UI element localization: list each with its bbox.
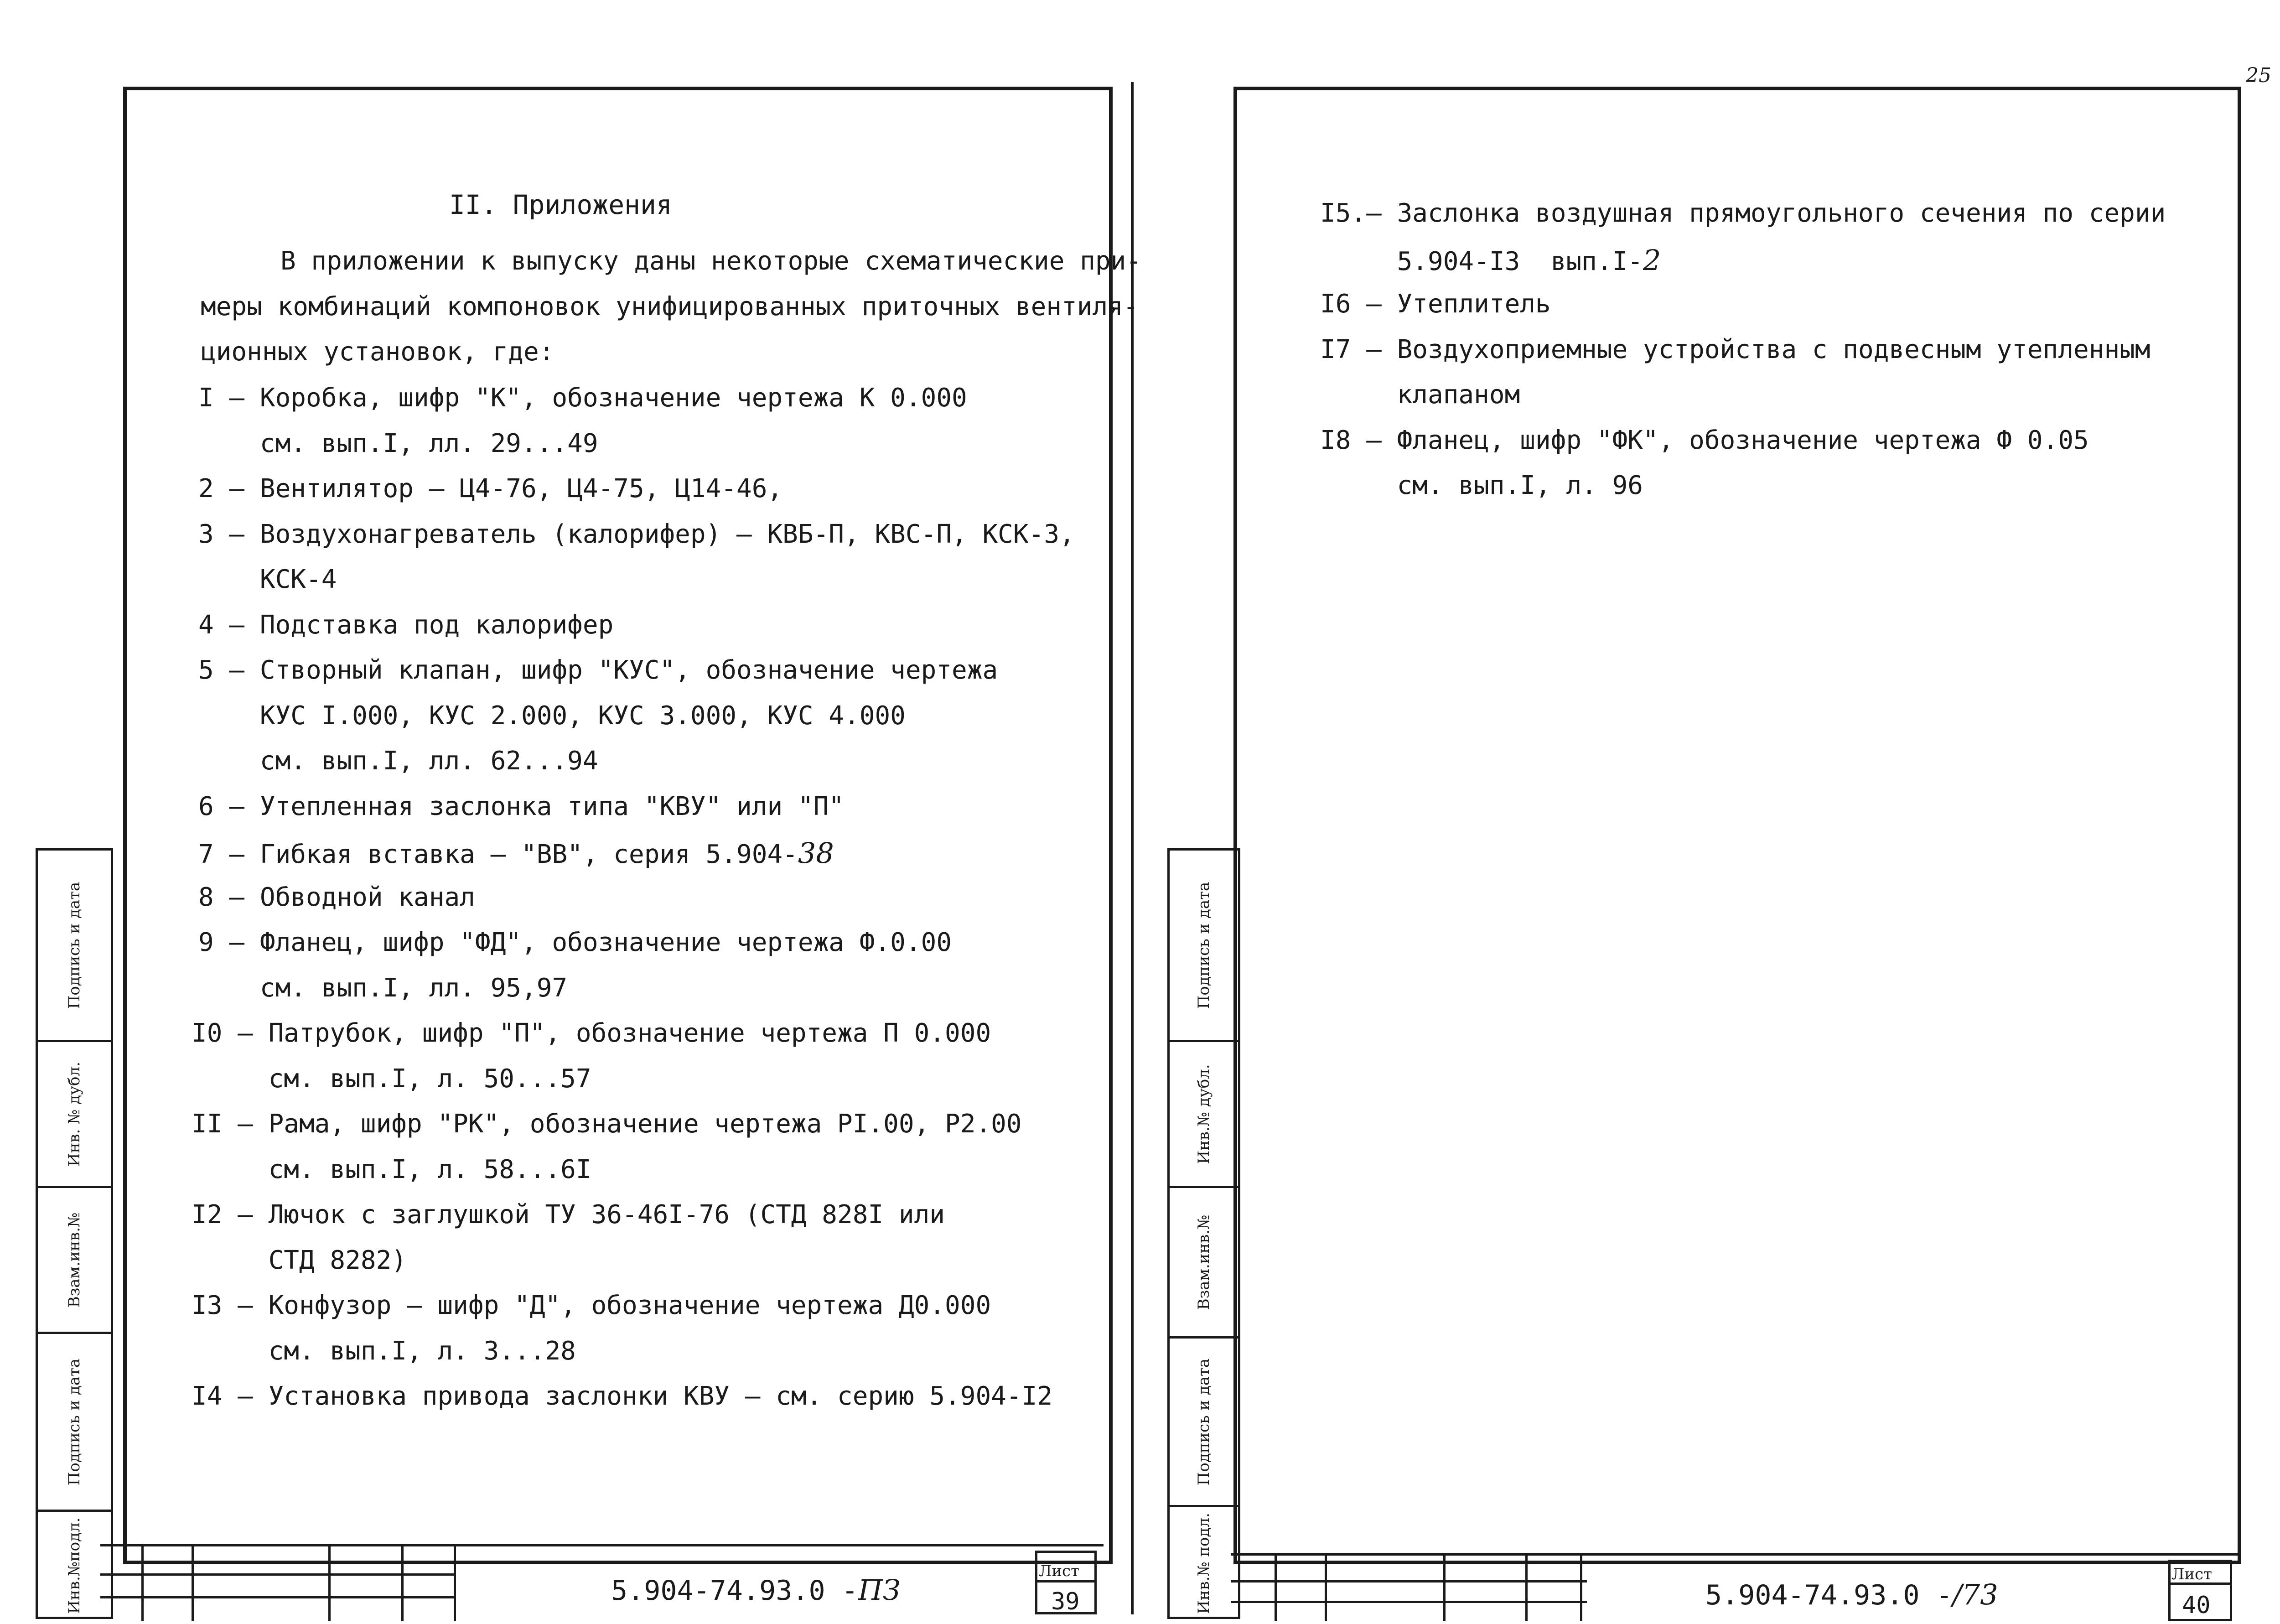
list-item-line: см. вып.I, лл. 62...94 xyxy=(198,746,598,776)
list-item-line: 5 – Створный клапан, шифр "КУС", обозначение чертежа xyxy=(198,655,998,685)
corner-page-number: 25 xyxy=(2246,64,2271,87)
stamp-cell xyxy=(1170,1507,1238,1619)
list-item-line: I6 – Утеплитель xyxy=(1320,289,1551,319)
stamp-label: Подпись и дата xyxy=(1195,882,1213,1009)
list-item-line: клапаном xyxy=(1320,380,1520,410)
list-item-line: см. вып.I, л. 3...28 xyxy=(192,1336,576,1366)
list-item-line: см. вып.I, лл. 95,97 xyxy=(198,973,568,1003)
stamp-cell xyxy=(38,1512,111,1619)
list-item-line: 9 – Фланец, шифр "ФД", обозначение чертежа Ф.0.00 xyxy=(198,928,952,957)
list-item-line xyxy=(1320,243,1661,277)
list-item-line: СТД 8282) xyxy=(192,1245,407,1275)
list-item-line: 8 – Обводной канал xyxy=(198,882,475,912)
stamp-label: Подпись и дата xyxy=(65,1358,83,1485)
handwritten-number: 38 xyxy=(798,836,834,870)
list-item-line: I4 – Установка привода заслонки КВУ – см. серию 5.904-I2 xyxy=(192,1381,1053,1411)
stamp-cell xyxy=(38,851,111,1042)
left-page-heading: II. Приложения xyxy=(449,189,672,220)
stamp-label: Инв. № дубл. xyxy=(65,1061,83,1167)
stamp-label: Подпись и дата xyxy=(1195,1358,1213,1485)
stamp-cell xyxy=(38,1188,111,1334)
right-margin-stamp xyxy=(1167,848,1240,1619)
list-item-line: КСК-4 xyxy=(198,565,337,594)
list-item-line: 3 – Воздухонагреватель (калорифер) – КВБ-П, КВС-П, КСК-3, xyxy=(198,519,1075,549)
intro-line: ционных установок, где: xyxy=(201,337,554,367)
list-item-line: см. вып.I, лл. 29...49 xyxy=(198,428,598,458)
stamp-cell xyxy=(1170,851,1238,1042)
right-sheet-label: Лист xyxy=(2171,1565,2212,1583)
list-item-line: II – Рама, шифр "РК", обозначение чертежа РI.00, Р2.00 xyxy=(192,1109,1022,1139)
stamp-cell xyxy=(1170,1339,1238,1507)
left-doc-code xyxy=(611,1573,901,1607)
intro-line: меры комбинаций компоновок унифицированных приточных вентиля- xyxy=(201,291,1139,322)
list-item-line: 2 – Вентилятор – Ц4-76, Ц4-75, Ц14-46, xyxy=(198,474,783,503)
list-item-line: I2 – Лючок с заглушкой ТУ 36-46I-76 (СТД 828I или xyxy=(192,1200,945,1230)
list-item-line: см. вып.I, л. 50...57 xyxy=(192,1064,591,1094)
right-doc-code xyxy=(1705,1578,1998,1611)
handwritten-number: 2 xyxy=(1643,243,1661,277)
list-item-line: I – Коробка, шифр "К", обозначение чертежа К 0.000 xyxy=(198,383,967,413)
stamp-label: Инв.№подл. xyxy=(65,1517,83,1614)
stamp-cell xyxy=(38,1334,111,1512)
list-item-text: 7 – Гибкая вставка – "ВВ", серия 5.904- xyxy=(198,840,798,869)
list-item-line: I8 – Фланец, шифр "ФК", обозначение чертежа Ф 0.05 xyxy=(1320,425,2089,455)
stamp-label: Инв.№ подл. xyxy=(1195,1512,1213,1614)
stamp-cell xyxy=(1170,1042,1238,1188)
stamp-label: Инв.№ дубл. xyxy=(1195,1064,1213,1164)
list-item-line: 6 – Утепленная заслонка типа "КВУ" или "П" xyxy=(198,791,845,821)
list-item-line: I3 – Конфузор – шифр "Д", обозначение чертежа Д0.000 xyxy=(192,1291,991,1320)
doc-code-handwritten: ПЗ xyxy=(858,1573,901,1607)
stamp-cell xyxy=(1170,1188,1238,1339)
list-item-line: I0 – Патрубок, шифр "П", обозначение чертежа П 0.000 xyxy=(192,1018,991,1048)
list-item-line: I7 – Воздухоприемные устройства с подвесным утепленным xyxy=(1320,334,2150,364)
left-sheet-number: 39 xyxy=(1051,1588,1080,1615)
stamp-label: Взам.инв.№ xyxy=(1195,1214,1213,1310)
list-item-line: см. вып.I, л. 96 xyxy=(1320,471,1643,500)
stamp-label: Взам.инв.№ xyxy=(65,1212,83,1308)
list-item-text: 5.904-I3 вып.I- xyxy=(1320,246,1643,276)
list-item-line: см. вып.I, л. 58...6I xyxy=(192,1154,591,1184)
intro-line: В приложении к выпуску даны некоторые схематические при- xyxy=(280,246,1142,276)
right-sheet-number: 40 xyxy=(2182,1592,2211,1619)
left-sheet-label: Лист xyxy=(1039,1562,1079,1580)
stamp-label: Подпись и дата xyxy=(65,882,83,1009)
left-margin-stamp xyxy=(36,848,113,1619)
doc-code-text: 5.904-74.93.0 - xyxy=(1705,1579,1953,1611)
stamp-cell xyxy=(38,1042,111,1188)
list-item-line: 4 – Подставка под калорифер xyxy=(198,610,614,640)
doc-code-handwritten: /73 xyxy=(1952,1578,1998,1611)
list-item-line: I5.– Заслонка воздушная прямоугольного сечения по серии xyxy=(1320,198,2166,228)
doc-code-text: 5.904-74.93.0 - xyxy=(611,1575,858,1607)
list-item-line: КУС I.000, КУС 2.000, КУС 3.000, КУС 4.000 xyxy=(198,700,906,731)
list-item-line xyxy=(198,836,834,870)
